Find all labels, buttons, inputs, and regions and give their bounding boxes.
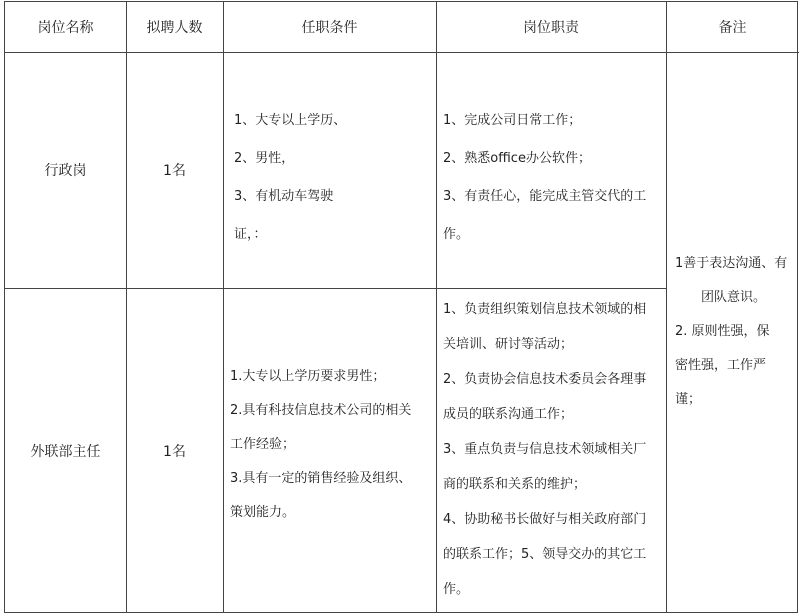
remark-line: 团队意识。 xyxy=(701,290,767,305)
duty-line: 作。 xyxy=(443,582,470,597)
row-position-name: 外联部主任 xyxy=(30,444,101,460)
requirement-line: 工作经验； xyxy=(230,437,296,452)
header-remarks: 备注 xyxy=(718,20,747,36)
header-requirements: 任职条件 xyxy=(301,20,358,36)
header-count: 拟聘人数 xyxy=(146,20,203,36)
duty-line: 作。 xyxy=(443,227,470,242)
recruitment-table xyxy=(4,1,798,613)
header-position: 岗位名称 xyxy=(37,20,94,36)
remark-line: 谨； xyxy=(675,392,702,407)
requirement-line: 2.具有科技信息技术公司的相关 xyxy=(230,403,412,418)
row-duties xyxy=(443,102,646,254)
column-divider xyxy=(666,2,667,612)
row-duties xyxy=(443,292,646,607)
requirement-line: 3.具有一定的销售经验及组织、 xyxy=(230,471,412,486)
duty-line: 成员的联系沟通工作； xyxy=(443,407,574,422)
requirement-line: 证，： xyxy=(234,227,267,242)
row-requirements xyxy=(230,360,411,530)
requirement-line: 1、大专以上学历、 xyxy=(234,113,347,128)
duty-line: 商的联系和关系的维护； xyxy=(443,477,587,492)
duty-line: 4、协助秘书长做好与相关政府部门 xyxy=(443,512,647,527)
row-headcount: 1名 xyxy=(163,444,186,460)
duty-line: 1、完成公司日常工作； xyxy=(443,113,582,128)
remark-line: 1善于表达沟通、有 xyxy=(675,256,788,271)
row-position-name: 行政岗 xyxy=(44,163,87,179)
remarks-cell xyxy=(675,247,787,417)
column-divider xyxy=(436,2,437,612)
duty-line: 3、重点负责与信息技术领域相关厂 xyxy=(443,442,647,457)
row-requirements xyxy=(234,102,346,254)
requirement-line: 2、男性， xyxy=(234,151,295,166)
duty-line: 3、有责任心，能完成主管交代的工 xyxy=(443,189,647,204)
duty-line: 关培训、研讨等活动； xyxy=(443,337,574,352)
column-divider xyxy=(223,2,224,612)
duty-line: 2、熟悉office办公软件； xyxy=(443,151,591,166)
duty-line: 的联系工作；5、领导交办的其它工 xyxy=(443,547,647,562)
requirement-line: 策划能力。 xyxy=(230,505,296,520)
remark-line: 2. 原则性强，保 xyxy=(675,324,770,339)
duty-line: 1、负责组织策划信息技术领域的相 xyxy=(443,302,647,317)
duty-line: 2、负责协会信息技术委员会各理事 xyxy=(443,372,647,387)
remark-line: 密性强，工作严 xyxy=(675,358,767,373)
requirement-line: 1.大专以上学历要求男性； xyxy=(230,369,386,384)
row-headcount: 1名 xyxy=(163,163,186,179)
requirement-line: 3、有机动车驾驶 xyxy=(234,189,334,204)
header-duties: 岗位职责 xyxy=(523,20,579,36)
